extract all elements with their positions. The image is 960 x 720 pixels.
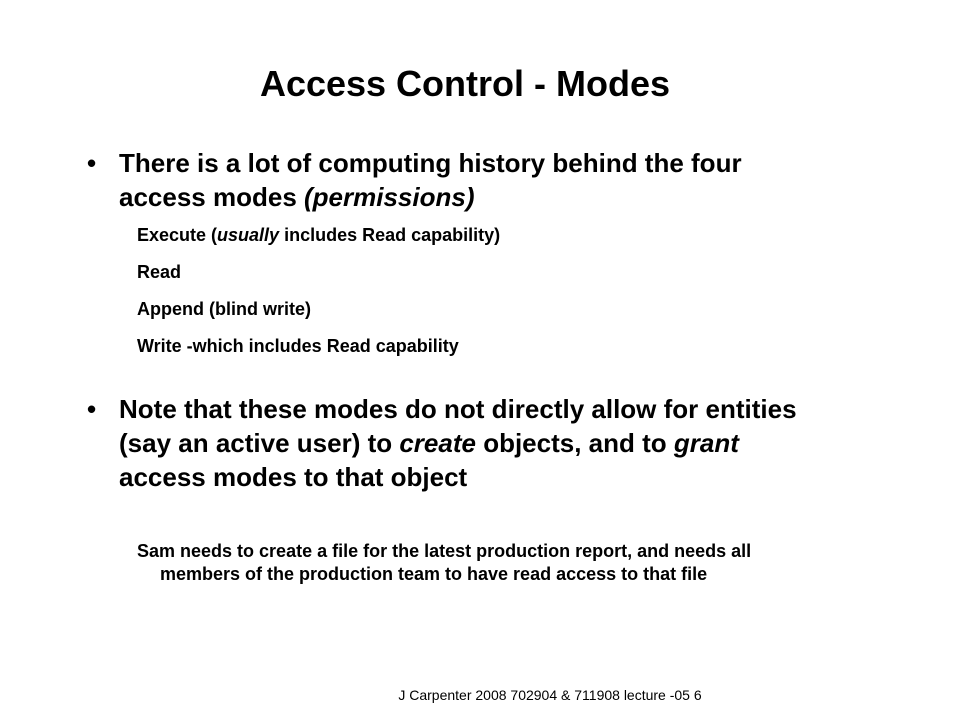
bullet-text [119, 146, 827, 214]
bullet-marker: • [87, 394, 97, 424]
mode-item-execute [137, 221, 837, 258]
mode-text: includes Read capability) [279, 225, 501, 245]
bullet-computing-history [87, 146, 827, 214]
bullet-text-italic: (permissions) [304, 182, 475, 212]
bullet-text-part: Note that these modes do not directly allow for entities (say an active user) to [119, 394, 797, 458]
mode-item-read [137, 258, 837, 295]
mode-item-write [137, 332, 837, 369]
access-modes-list [137, 221, 837, 369]
slide-title: Access Control - Modes [259, 63, 671, 104]
example-paragraph: Sam needs to create a file for the latest production report, and needs all members of the production team to have read access to that file [137, 541, 752, 584]
bullet-text [119, 392, 827, 494]
bullet-marker: • [87, 148, 97, 178]
bullet-text-italic: create [399, 428, 476, 458]
mode-text: Read [137, 262, 182, 282]
mode-item-append [137, 295, 837, 332]
slide-footer: J Carpenter 2008 702904 & 711908 lecture -05 6 [398, 687, 702, 703]
mode-text: Execute ( [137, 225, 218, 245]
mode-text-italic: usually [217, 225, 280, 245]
mode-text: Append (blind write) [137, 299, 311, 319]
bullet-text-part: objects, and to [475, 428, 674, 458]
bullet-text-main: There is a lot of computing history behind the four access modes [119, 148, 742, 212]
bullet-text-italic: grant [673, 428, 739, 458]
bullet-text-part: access modes to that object [119, 462, 468, 492]
bullet-modes-note [87, 392, 827, 494]
mode-text: Write -which includes Read capability [137, 336, 459, 356]
